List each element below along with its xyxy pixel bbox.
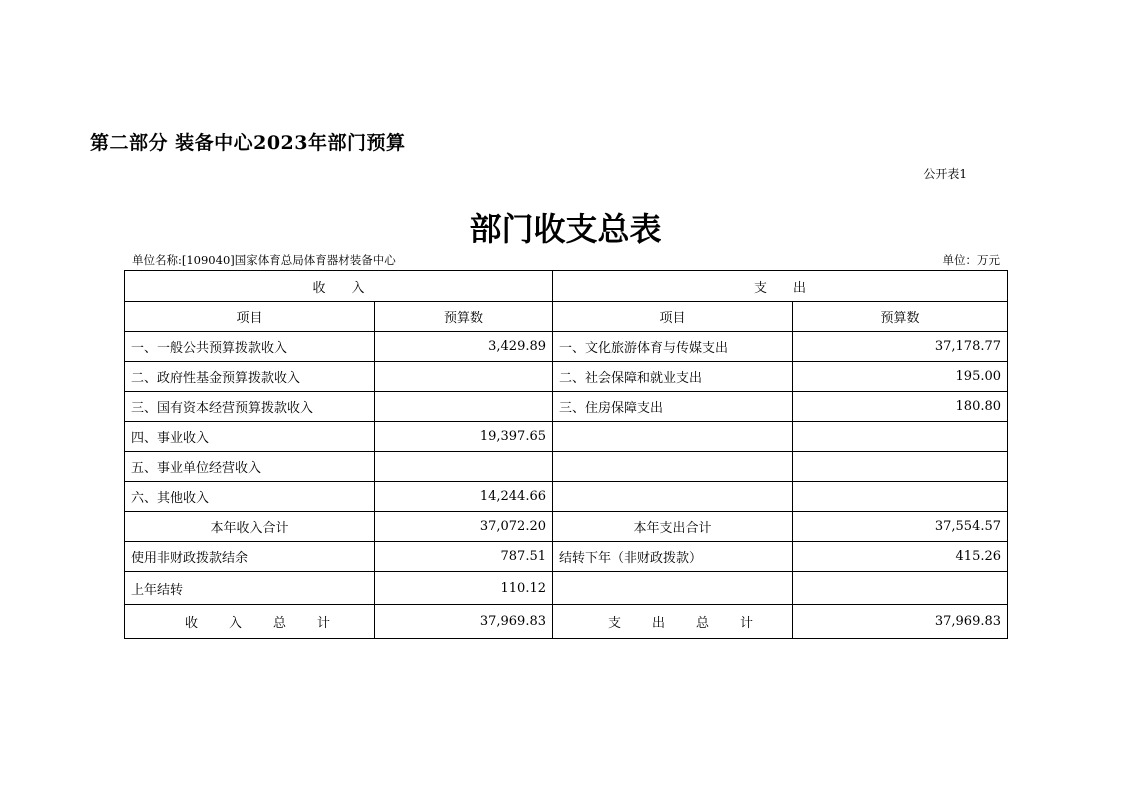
expense-item: 一、文化旅游体育与传媒支出 <box>553 332 793 362</box>
section-heading: 第二部分 装备中心2023年部门预算 <box>90 132 406 154</box>
balance-row <box>125 542 1008 572</box>
income-value: 14,244.66 <box>375 482 553 512</box>
table-column-header-row <box>125 302 1008 332</box>
table-row <box>125 422 1008 452</box>
year-total-row <box>125 512 1008 542</box>
table-row <box>125 452 1008 482</box>
table-number: 公开表1 <box>923 167 967 181</box>
year-expense-total: 37,554.57 <box>793 512 1008 542</box>
income-item: 六、其他收入 <box>125 482 375 512</box>
expense-value <box>793 482 1008 512</box>
income-value <box>375 452 553 482</box>
expense-item: 二、社会保障和就业支出 <box>553 362 793 392</box>
income-item: 四、事业收入 <box>125 422 375 452</box>
income-item-column-header: 项目 <box>125 302 375 332</box>
year-income-total: 37,072.20 <box>375 512 553 542</box>
table-row <box>125 362 1008 392</box>
last-year-row <box>125 572 1008 605</box>
expense-value: 195.00 <box>793 362 1008 392</box>
grand-expense-total: 37,969.83 <box>793 605 1008 639</box>
expense-value <box>793 422 1008 452</box>
income-group-header: 收入 <box>125 271 553 302</box>
expense-budget-column-header: 预算数 <box>793 302 1008 332</box>
expense-value: 180.80 <box>793 392 1008 422</box>
table-group-header-row <box>125 271 1008 302</box>
carry-forward-label: 结转下年（非财政拨款） <box>553 542 793 572</box>
income-item: 二、政府性基金预算拨款收入 <box>125 362 375 392</box>
expense-item: 三、住房保障支出 <box>553 392 793 422</box>
year-expense-total-label: 本年支出合计 <box>553 512 793 542</box>
income-budget-column-header: 预算数 <box>375 302 553 332</box>
expense-value <box>793 452 1008 482</box>
income-item: 五、事业单位经营收入 <box>125 452 375 482</box>
last-year-label: 上年结转 <box>125 572 375 605</box>
income-item: 三、国有资本经营预算拨款收入 <box>125 392 375 422</box>
expense-group-header: 支出 <box>553 271 1008 302</box>
grand-expense-label: 支出总计 <box>553 605 793 639</box>
year-income-total-label: 本年收入合计 <box>125 512 375 542</box>
empty-cell <box>553 572 793 605</box>
income-item: 一、一般公共预算拨款收入 <box>125 332 375 362</box>
expense-value: 37,178.77 <box>793 332 1008 362</box>
grand-income-total: 37,969.83 <box>375 605 553 639</box>
unit-label: 单位：万元 <box>942 253 1000 267</box>
income-value <box>375 362 553 392</box>
expense-item <box>553 422 793 452</box>
page-title: 部门收支总表 <box>469 210 662 248</box>
last-year-value: 110.12 <box>375 572 553 605</box>
expense-item <box>553 482 793 512</box>
income-value <box>375 392 553 422</box>
expense-item <box>553 452 793 482</box>
carry-forward: 415.26 <box>793 542 1008 572</box>
nonfiscal-balance: 787.51 <box>375 542 553 572</box>
grand-total-row <box>125 605 1008 639</box>
table-row <box>125 392 1008 422</box>
table-row <box>125 482 1008 512</box>
table-row <box>125 332 1008 362</box>
nonfiscal-balance-label: 使用非财政拨款结余 <box>125 542 375 572</box>
budget-summary-table <box>124 270 1008 639</box>
income-value: 3,429.89 <box>375 332 553 362</box>
income-value: 19,397.65 <box>375 422 553 452</box>
grand-income-label: 收入总计 <box>125 605 375 639</box>
unit-name: 单位名称:[109040]国家体育总局体育器材装备中心 <box>132 253 396 267</box>
expense-item-column-header: 项目 <box>553 302 793 332</box>
empty-cell <box>793 572 1008 605</box>
